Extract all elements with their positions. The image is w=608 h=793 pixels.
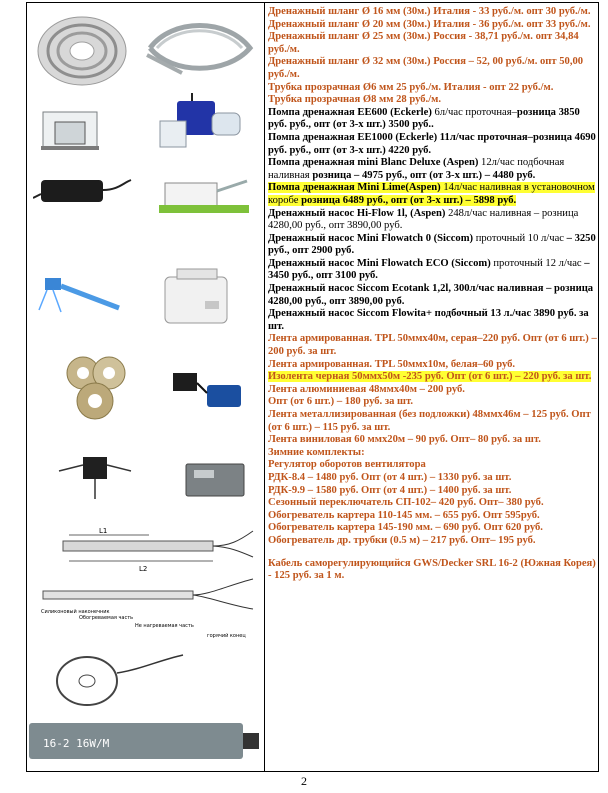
tape-rolls-image: [57, 353, 129, 423]
pump-siccom-image: [167, 363, 249, 415]
hose-16mm: Дренажный шланг Ø 16 мм (30м.) Италия - 33 руб./м. опт 30 руб./м.: [268, 6, 591, 17]
pump-mini-lime: Помпа дренажная Mini Lime(Aspen) 14л/час наливная в установочном коробе розница 6489 руб., опт (от 3-х шт.) – 5898 руб.: [268, 182, 595, 206]
pump-mini-lime-image: [157, 267, 237, 329]
wires-label: горячий конец: [207, 633, 246, 639]
drain-pipe-heater: Обогреватель др. трубки (0.5 м) – 217 руб. Опт– 195 руб.: [268, 534, 536, 546]
column-divider: [264, 3, 265, 771]
heated-label: Обогреваемая часть: [79, 615, 134, 621]
price-table: [26, 2, 599, 772]
tape-aluminium: Лента алюминиевая 48ммх40м – 200 руб.: [268, 383, 465, 395]
tape-vinyl: Лента виниловая 60 ммх20м – 90 руб. Опт– 80 руб. за шт.: [268, 434, 541, 446]
pump-mini-flowatch-0: Дренажный насос Mini Flowatch 0 (Siccom) проточный 10 л/час – 3250 руб., опт 2900 руб.: [268, 232, 596, 257]
crankcase-heater-145: Обогреватель картера 145-190 мм. – 690 руб. Опт 620 руб.: [268, 522, 543, 534]
pump-mini-flowatch-eco: Дренажный насос Mini Flowatch ECO (Siccom) проточный 12 л/час – 3450 руб., опт 3100 руб.: [268, 257, 590, 282]
hose-coil-clear-image: [142, 13, 257, 83]
tape-reinforced-white: Лента армированная. TPL 50ммх10м, белая–60 руб.: [268, 358, 516, 370]
fan-regulator-heading: Регулятор оборотов вентилятора: [268, 459, 426, 471]
crankcase-heater-110: Обогреватель картера 110-145 мм. – 655 руб. Опт 595руб.: [268, 509, 540, 521]
switch-sp102-image: [182, 458, 252, 503]
heating-cable-image: [29, 719, 261, 764]
l2-label: L2: [139, 565, 148, 573]
hose-25mm: Дренажный шланг Ø 25 мм (30м.) Россия - 38,71 руб./м. опт 34,84 руб./м.: [268, 31, 579, 55]
speed-regulator-image: [55, 443, 135, 501]
pump-ee1000: Помпа дренажная ЕЕ1000 (Eckerle) 11л/час проточная–розница 4690 руб. руб., опт (от 3-х шт.) 4220 руб.: [268, 131, 596, 156]
silicone-label: Силиконовый наконечник: [41, 609, 110, 615]
page-number: 2: [301, 774, 307, 788]
heating-cable-srl: Кабель саморегулирующийся GWS/Decker SRL 16-2 (Южная Корея) - 125 руб. за 1 м.: [268, 557, 596, 582]
pump-hi-flow: Дренажный насос Hi-Flow 1l, (Aspen) 248л/час наливная – розница 4280,00 руб., опт 3890,00 руб.: [268, 207, 579, 232]
hose-20mm: Дренажный шланг Ø 20 мм (30м.) Италия - 36 руб./м. опт 33 руб./м.: [268, 18, 591, 30]
heating-cable-diagram: [39, 521, 259, 639]
winter-kits-heading: Зимние комплекты:: [268, 446, 365, 458]
switch-sp102: Сезонный переключатель СП-102– 420 руб. Опт– 380 руб.: [268, 497, 544, 509]
pump-flowita: Дренажный насос Siccom Flowita+ подбочный 13 л./час 3890 руб. за шт.: [268, 308, 589, 332]
pump-mini-blanc: Помпа дренажная mini Blanc Deluxe (Aspen) 12л/час подбочная наливная розница – 4975 руб., опт (от 3-х шт.) – 4480 руб.: [268, 157, 565, 181]
clear-tube-6mm: Трубка прозрачная Ø6 мм 25 руб./м. Италия - опт 22 руб./м.: [268, 81, 554, 93]
pump-blue-image: [152, 93, 247, 155]
pump-mini-blanc-image: [35, 268, 123, 318]
pump-ee600: Помпа дренажная ЕЕ600 (Eckerle) 6л/час проточная–розница 3850 руб. руб., опт (от 3-х шт.) 3500 руб..: [268, 106, 580, 131]
rdk-8-4: РДК-8.4 – 1480 руб. Опт (от 4 шт.) – 1330 руб. за шт.: [268, 471, 512, 483]
tape-metallized: Лента металлизированная (без подложки) 48ммх46м – 125 руб. Опт (от 6 шт.) – 115 руб. за шт.: [268, 409, 591, 433]
pump-bracket-image: [39, 106, 101, 154]
cable-print: 16-2 16W/M: [43, 737, 110, 750]
tape-black: Изолента черная 50ммх50м -235 руб. Опт (от 6 шт.) – 220 руб. за шт.: [268, 371, 592, 383]
clear-tube-8mm: Трубка прозрачная Ø8 мм 28 руб./м.: [268, 94, 441, 106]
pump-ee1000-image: [155, 163, 255, 221]
tape-aluminium-opt: Опт (от 6 шт.) – 180 руб. за шт.: [268, 396, 414, 408]
price-list: [268, 6, 598, 583]
hose-32mm: Дренажный шланг Ø 32 мм (30м.) Россия – 52, 00 руб./м. опт 50,00 руб./м.: [268, 56, 584, 80]
pump-ee600-image: [33, 168, 133, 213]
hose-coil-white-image: [32, 11, 132, 91]
rdk-9-9: РДК-9.9 – 1580 руб. Опт (от 4 шт.) – 1400 руб. за шт.: [268, 484, 512, 496]
crankcase-heater-image: [47, 643, 187, 713]
tape-reinforced-grey: Лента армированная. TPL 50ммх40м, серая–220 руб. Опт (от 6 шт.) – 200 руб. за шт.: [268, 333, 597, 358]
nonheated-label: Не нагреваемая часть: [135, 623, 194, 629]
pump-ecotank: Дренажный насос Siccom Ecotank 1,2l, 300л/час наливная – розница 4280,00 руб., опт 3890,00 руб.: [268, 283, 594, 307]
l1-label: L1: [99, 527, 108, 535]
